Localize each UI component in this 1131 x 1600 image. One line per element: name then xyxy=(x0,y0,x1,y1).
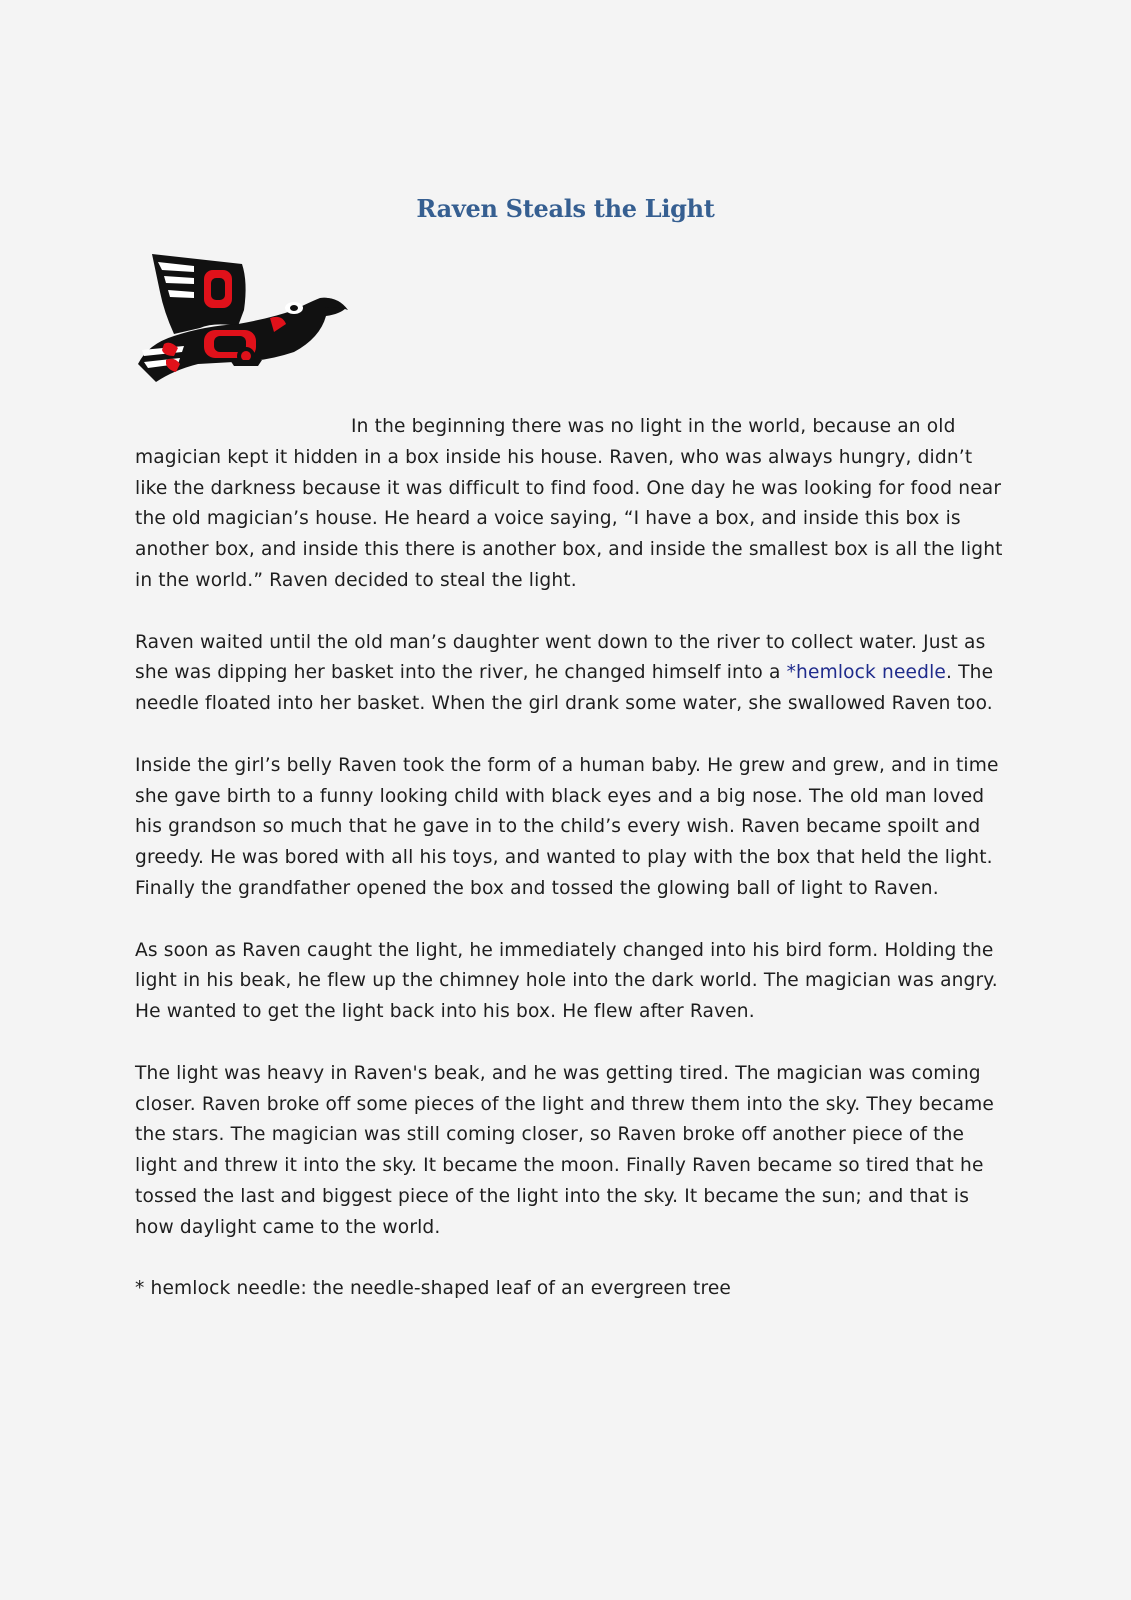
paragraph-2-text-after: . The needle floated into her basket. When the girl drank some water, she swallowed Raven too. xyxy=(135,662,994,715)
paragraph-2 xyxy=(135,628,1005,720)
paragraph-3: Inside the girl’s belly Raven took the form of a human baby. He grew and grew, and in time she gave birth to a funny looking child with black eyes and a big nose. The old man loved his grandson so much that he gave in to the child’s every wish. Raven became spoilt and greedy. He was bored with all his toys, and wanted to play with the box that held the light. Finally the grandfather opened the box and tossed the glowing ball of light to Raven. xyxy=(135,754,999,899)
paragraph-2-text-before: Raven waited until the old man’s daughter went down to the river to collect water. Just as she was dipping her basket into the river, he changed himself into a xyxy=(135,631,986,684)
story-body xyxy=(135,412,1005,1336)
footnote: * hemlock needle: the needle-shaped leaf of an evergreen tree xyxy=(135,1278,732,1300)
paragraph-1-text: In the beginning there was no light in the world, because an old magician kept it hidden in a box inside his house. Raven, who was always hungry, didn’t like the darkness because it was difficult to find food. One day he was looking for food near the old magician’s house. He heard a voice saying, “I have a box, and inside this box is another box, and inside this there is another box, and inside the smallest box is all the light in the world.” Raven decided to steal the light. xyxy=(135,416,1003,591)
paragraph-4: As soon as Raven caught the light, he immediately changed into his bird form. Holding the light in his beak, he flew up the chimney hole into the dark world. The magician was angry. He wanted to get the light back into his box. He flew after Raven. xyxy=(135,939,998,1023)
page-title: Raven Steals the Light xyxy=(416,194,715,224)
paragraph-1 xyxy=(135,412,1005,597)
hemlock-needle-link[interactable]: *hemlock needle xyxy=(786,662,947,684)
raven-formline-icon xyxy=(134,252,354,390)
paragraph-5: The light was heavy in Raven's beak, and he was getting tired. The magician was coming closer. Raven broke off some pieces of the light and threw them into the sky. They became the stars. The magician was still coming closer, so Raven broke off another piece of the light and threw it into the sky. It became the moon. Finally Raven became so tired that he tossed the last and biggest piece of the light into the sky. It became the sun; and that is how daylight came to the world. xyxy=(135,1062,994,1238)
